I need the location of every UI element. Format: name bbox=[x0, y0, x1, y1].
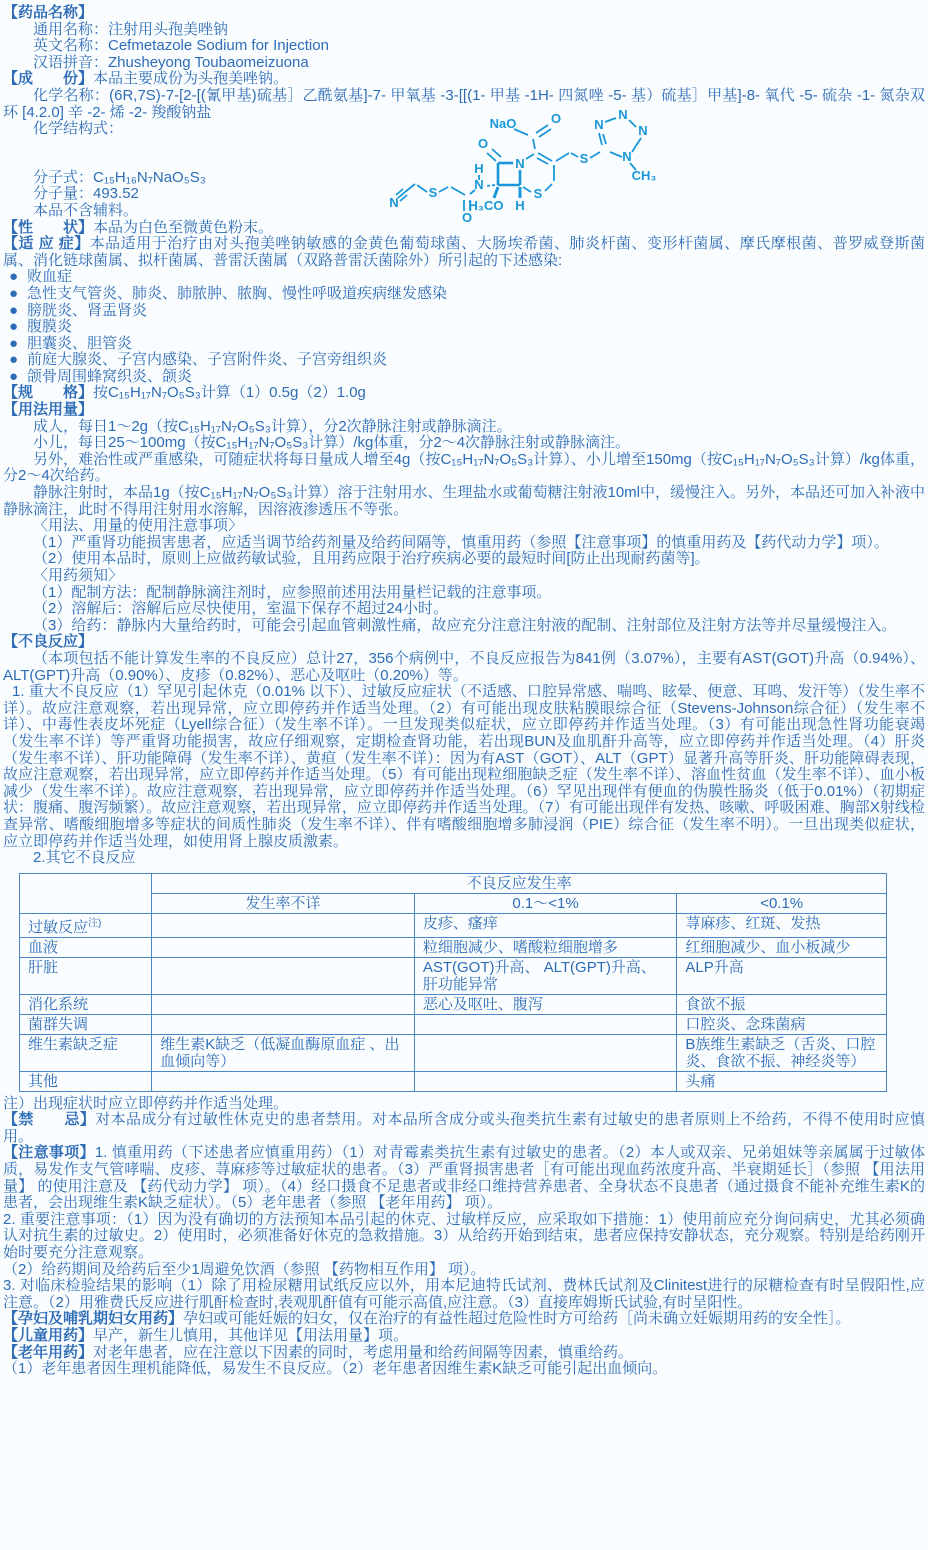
table-cell bbox=[152, 957, 415, 994]
section-precautions bbox=[3, 1145, 925, 1211]
table-row bbox=[20, 994, 887, 1014]
table-row bbox=[20, 1034, 887, 1071]
properties-text: 本品为白色至微黄色粉末。 bbox=[93, 218, 274, 236]
composition-intro: 本品主要成份为头孢美唑钠。 bbox=[93, 70, 289, 88]
chemical-structure-diagram bbox=[386, 107, 826, 235]
bullet-icon: ● bbox=[9, 318, 19, 336]
table-cell: AST(GOT)升高、 ALT(GPT)升高、肝功能异常 bbox=[414, 957, 677, 994]
row-category: 其他 bbox=[20, 1071, 152, 1091]
dosage-paragraph: （1）配制方法：配制静脉滴注剂时，应参照前述用法用量栏记载的注意事项。 bbox=[33, 583, 552, 601]
dosage-paragraph: 〈用药须知〉 bbox=[33, 567, 124, 584]
molecular-formula: 分子式：C₁₅H₁₆N₇NaO₅S₃ bbox=[33, 168, 206, 186]
section-header: 【药品名称】 bbox=[3, 4, 94, 21]
table-header-row bbox=[20, 873, 887, 893]
table-cell: 口腔炎、念珠菌病 bbox=[677, 1014, 887, 1034]
table-cell: ALP升高 bbox=[677, 957, 887, 994]
indication-item: ● 急性支气管炎、肺炎、肺脓肿、脓胸、慢性呼吸道疾病继发感染 bbox=[3, 286, 925, 303]
pediatric-text: 早产，新生儿慎用，其他详见【用法用量】项。 bbox=[93, 1327, 409, 1344]
row-category: 血液 bbox=[20, 937, 152, 957]
table-row bbox=[20, 957, 887, 994]
column-header: 发生率不详 bbox=[152, 893, 415, 913]
precautions-p4: 3. 对临床检验结果的影响（1）除了用检尿糖用试纸反应以外，用本尼迪特氏试剂、费林氏试剂及Clinitest进行的尿糖检查有时呈假阳性,应注意。（2）用雅费氏反应进行肌酐检查时,表观肌酐值有可能示高值,应注意。（3）直接库姆斯氏试验,有时呈阳性。 bbox=[3, 1277, 925, 1311]
precautions-p2: 2. 重要注意事项：（1）因为没有确切的方法预知本品引起的休克、过敏样反应，应采取如下措施：1）使用前应充分询问病史，尤其必须确认对抗生素的过敏史。2）使用时，必须准备好休克的急救措施。3）从给药开始到结束，患者应保持安静状态，充分观察。特别是给药刚开始时要充分注意观察。 bbox=[3, 1210, 925, 1262]
row-category: 维生素缺乏症 bbox=[20, 1034, 152, 1071]
section-contraindication bbox=[3, 1112, 925, 1145]
section-header: 【儿童用药】 bbox=[3, 1327, 94, 1344]
section-pregnancy bbox=[3, 1311, 925, 1328]
table-cell bbox=[152, 1014, 415, 1034]
table-cell: 维生素K缺乏（低凝血酶原血症 、出血倾向等） bbox=[152, 1034, 415, 1071]
table-row bbox=[20, 913, 887, 937]
chemical-structure-block bbox=[3, 107, 925, 226]
table-cell bbox=[414, 1071, 677, 1091]
dosage-paragraph: （2）使用本品时，原则上应做药敏试验，且用药应限于治疗疾病必要的最短时间[防止出现耐药菌等]。 bbox=[33, 550, 710, 568]
section-dosage-header bbox=[3, 402, 925, 419]
table-cell bbox=[152, 913, 415, 937]
geriatric-text: 对老年患者，应在注意以下因素的同时，考虑用量和给药间隔等因素，慎重给药。 bbox=[93, 1343, 634, 1361]
indication-item: ● 颌骨周围蜂窝织炎、颌炎 bbox=[3, 369, 925, 386]
atom-label: H bbox=[474, 161, 484, 177]
bullet-icon: ● bbox=[9, 284, 19, 302]
adverse-major-reactions: 1. 重大不良反应（1）罕见引起休克（0.01% 以下）、过敏反应症状（不适感、口腔异常感、喘鸣、眩晕、便意、耳鸣、发汗等）（发生率不详）。故应注意观察，若出现异常，应立即停药并作适当处理。（2）有可能出现皮肤粘膜眼综合征（Stevens-Johnson综合征）（发生率不详）、中毒性表皮坏死症（Lyell综合征）（发生率不详）。一旦发现类似症状，应立即停药并作适当处理。（3）有可能出现急性肾功能衰竭（发生率不详）等严重肾功能损害，故应仔细观察，定期检查肾功能，若出现BUN及血肌酐升高等，应立即停药并作适当处理。（4）肝炎（发生率不详）、肝功能障碍（发生率不详）、黄疸（发生率不详）：因为有AST（GOT）、ALT（GPT）显著升高等肝炎、肝功能障碍表现，故应注意观察，若出现异常，应立即停药并作适当处理。（5）有可能出现粒细胞缺乏症（发生率不详）、溶血性贫血（发生率不详）、血小板减少（发生率不详）。故应注意观察，若出现异常，应立即停药并作适当处理。（6）罕见出现伴有便血的伪膜性肠炎（低于0.01%）（初期症状：腹痛、腹泻频繁）。故应注意观察，若出现异常，应立即停药并作适当处理。（7）有可能出现伴有发热、咳嗽、呼吸困难、胸部X射线检查异常、嗜酸细胞增多等症状的间质性肺炎（发生率不详）、伴有嗜酸细胞增多肺浸润（PIE）综合征（发生率不明）。一旦出现类似症状，应立即停药并作适当处理，如使用肾上腺皮质激素。 bbox=[3, 683, 925, 850]
molecular-weight: 分子量：493.52 bbox=[33, 185, 139, 203]
excipient-line: 本品不含辅料。 bbox=[33, 201, 139, 219]
section-indications bbox=[3, 236, 925, 269]
geriatric-extra: （1）老年患者因生理机能降低，易发生不良反应。（2）老年患者因维生素K缺乏可能引起出血倾向。 bbox=[3, 1360, 668, 1378]
table-footnote: 注）出现症状时应立即停药并作适当处理。 bbox=[3, 1094, 289, 1112]
indication-item: ● 前庭大腺炎、子宫内感染、子宫附件炎、子宫旁组织炎 bbox=[3, 352, 925, 369]
adverse-summary: （本项包括不能计算发生率的不良反应）总计27，356个病例中，不良反应报告为841例（3.07%），主要有AST(GOT)升高（0.94%）、ALT(GPT)升高（0.90%）、皮疹（0.82%）、恶心及呕吐（0.20%）等。 bbox=[3, 649, 925, 684]
adverse-reaction-table bbox=[19, 873, 887, 1092]
english-name-line: 英文名称：Cefmetazole Sodium for Injection bbox=[33, 37, 329, 55]
atom-label: N bbox=[638, 123, 648, 139]
bullet-icon: ● bbox=[9, 268, 19, 286]
table-row bbox=[20, 1014, 887, 1034]
column-header: <0.1% bbox=[677, 893, 887, 913]
section-header: 【性 状】 bbox=[3, 218, 94, 236]
dosage-paragraph: （2）溶解后：溶解后应尽快使用，室温下保存不超过24小时。 bbox=[33, 600, 449, 618]
dosage-paragraph: 小儿，每日25～100mg（按C₁₅H₁₇N₇O₅S₃计算）/kg体重，分2～4次静脉注射或静脉滴注。 bbox=[33, 434, 631, 452]
row-category: 消化系统 bbox=[20, 994, 152, 1014]
atom-label: NaO bbox=[489, 116, 517, 132]
atom-label: S bbox=[533, 186, 543, 202]
row-category: 菌群失调 bbox=[20, 1014, 152, 1034]
atom-label: N bbox=[515, 156, 525, 172]
dosage-paragraph: 〈用法、用量的使用注意事项〉 bbox=[33, 517, 244, 535]
table-cell: 粒细胞减少、嗜酸粒细胞增多 bbox=[414, 937, 677, 957]
section-header: 【不良反应】 bbox=[3, 633, 94, 651]
section-pediatric bbox=[3, 1328, 925, 1345]
table-cell: 红细胞减少、血小板减少 bbox=[677, 937, 887, 957]
atom-label: N bbox=[389, 195, 399, 211]
section-header: 【禁 忌】 bbox=[3, 1111, 96, 1129]
indication-item: ● 胆囊炎、胆管炎 bbox=[3, 336, 925, 353]
indications-intro: 本品适用于治疗由对头孢美唑钠敏感的金黄色葡萄球菌、大肠埃希菌、肺炎杆菌、变形杆菌属、摩氏摩根菌、普罗威登斯菌属、消化链球菌属、拟杆菌属、普雷沃菌属（双路普雷沃菌除外）所引起的下述感染: bbox=[3, 235, 925, 269]
section-header: 【老年用药】 bbox=[3, 1343, 94, 1361]
pinyin-line: 汉语拼音：Zhusheyong Toubaomeizuona bbox=[33, 53, 309, 71]
section-geriatric bbox=[3, 1345, 925, 1362]
table-cell bbox=[414, 1014, 677, 1034]
section-header: 【注意事项】 bbox=[3, 1144, 95, 1162]
bullet-icon: ● bbox=[9, 351, 19, 369]
row-category: 肝脏 bbox=[20, 957, 152, 994]
section-spec bbox=[3, 385, 925, 402]
atom-label: CH₃ bbox=[631, 168, 657, 184]
atom-label: S bbox=[428, 185, 438, 201]
atom-label: O bbox=[550, 111, 562, 127]
table-cell: 恶心及呕吐、腹泻 bbox=[414, 994, 677, 1014]
generic-name-line: 通用名称：注射用头孢美唑钠 bbox=[33, 20, 229, 38]
structure-label: 化学结构式： bbox=[33, 120, 124, 138]
section-header: 【孕妇及哺乳期妇女用药】 bbox=[3, 1310, 184, 1328]
table-cell: 头痛 bbox=[677, 1071, 887, 1091]
table-cell: 食欲不振 bbox=[677, 994, 887, 1014]
dosage-paragraph: （1）严重肾功能损害患者，应适当调节给药剂量及给药间隔等，慎重用药（参照【注意事项】的慎重用药及【药代动力学】项）。 bbox=[33, 533, 889, 551]
precautions-p1: 1. 慎重用药（下述患者应慎重用药）（1）对青霉素类抗生素有过敏史的患者。（2）本人或双亲、兄弟姐妹等亲属属于过敏体质，易发作支气管哮喘、皮疹、荨麻疹等过敏症状的患者。（3）严重肾损害患者［有可能出现血药浓度升高、半衰期延长］（参照 【用法用量】 的使用注意及 【药代动力学】 项）。（4）经口摄食不足患者或非经口维持营养患者、全身状态不良患者（通过摄食不能补充维生素K的患者，会出现维生素K缺乏症状）。（5）老年患者（参照 【老年用药】 项）。 bbox=[3, 1144, 925, 1212]
section-header: 【适 应 症】 bbox=[3, 235, 90, 253]
dosage-paragraph: （3）给药：静脉内大量给药时，可能会引起血管刺激性痛，故应充分注意注射液的配制、注射部位及注射方法等并尽量缓慢注入。 bbox=[33, 616, 897, 634]
table-row bbox=[20, 1071, 887, 1091]
table-corner-cell bbox=[20, 873, 152, 913]
dosage-paragraph: 静脉注射时，本品1g（按C₁₅H₁₇N₇O₅S₃计算）溶于注射用水、生理盐水或葡萄糖注射液10ml中，缓慢注入。另外，本品还可加入补液中静脉滴注，此时不得用注射用水溶解，因溶液渗透压不等张。 bbox=[3, 484, 925, 518]
table-cell bbox=[152, 994, 415, 1014]
section-adverse-header bbox=[3, 634, 925, 651]
table-cell bbox=[152, 1071, 415, 1091]
table-cell: 荨麻疹、红斑、发热 bbox=[677, 913, 887, 937]
section-header: 【成 份】 bbox=[3, 70, 94, 88]
adverse-other-label: 2.其它不良反应 bbox=[33, 849, 136, 867]
atom-label: N bbox=[622, 149, 632, 165]
atom-label: H bbox=[515, 198, 525, 214]
table-cell: 皮疹、瘙痒 bbox=[414, 913, 677, 937]
bullet-icon: ● bbox=[9, 301, 19, 319]
pregnancy-text: 孕妇或可能妊娠的妇女，仅在治疗的有益性超过危险性时方可给药［尚未确立妊娠期用药的安全性］。 bbox=[183, 1310, 851, 1328]
precautions-p3: （2）给药期间及给药后至少1周避免饮酒（参照 【药物相互作用】 项）。 bbox=[3, 1260, 486, 1278]
indication-item: ● 膀胱炎、肾盂肾炎 bbox=[3, 303, 925, 320]
contraindication-text: 对本品成分有过敏性休克史的患者禁用。对本品所含成分或头孢类抗生素有过敏史的患者原则上不给药，不得不使用时应慎用。 bbox=[3, 1111, 925, 1145]
spec-text: 按C₁₅H₁₇N₇O₅S₃计算（1）0.5g（2）1.0g bbox=[93, 384, 366, 402]
section-drug-name-header bbox=[3, 5, 925, 22]
atom-label: H₃CO bbox=[468, 198, 504, 214]
table-cell bbox=[152, 937, 415, 957]
dosage-paragraph: 成人，每日1～2g（按C₁₅H₁₇N₇O₅S₃计算），分2次静脉注射或静脉滴注。 bbox=[33, 417, 512, 435]
row-category: 过敏反应$^{注)}$ bbox=[20, 913, 152, 937]
atom-label: N bbox=[594, 117, 604, 133]
atom-label: O bbox=[461, 210, 473, 226]
bullet-icon: ● bbox=[9, 367, 19, 385]
bullet-icon: ● bbox=[9, 334, 19, 352]
atom-label: O bbox=[477, 136, 489, 152]
section-composition bbox=[3, 71, 925, 88]
footnote-marker: 注) bbox=[88, 917, 102, 929]
atom-label: N bbox=[618, 107, 628, 123]
section-header: 【规 格】 bbox=[3, 384, 94, 402]
column-header: 0.1～<1% bbox=[414, 893, 677, 913]
indication-item: ● 败血症 bbox=[3, 269, 925, 286]
indication-item: ● 腹膜炎 bbox=[3, 319, 925, 336]
atom-label: N bbox=[474, 177, 484, 193]
table-span-header: 不良反应发生率 bbox=[152, 873, 887, 893]
chemical-name: 化学名称：(6R,7S)-7-[2-[(氰甲基)硫基］乙酰氨基]-7- 甲氧基 -3-[[(1- 甲基 -1H- 四氮唑 -5- 基）硫基］甲基]-8- 氧代 -5- 硫杂 -1- 氮杂双环 [4.2.0] 辛 -2- 烯 -2- 羧酸钠盐 bbox=[3, 86, 925, 121]
table-cell: B族维生素缺乏（舌炎、口腔炎、食欲不振、神经炎等） bbox=[677, 1034, 887, 1071]
table-cell bbox=[414, 1034, 677, 1071]
dosage-paragraph: 另外，难治性或严重感染，可随症状将每日量成人增至4g（按C₁₅H₁₇N₇O₅S₃计算）、小儿增至150mg（按C₁₅H₁₇N₇O₅S₃计算）/kg体重，分2～4次给药。 bbox=[3, 450, 925, 485]
section-header: 【用法用量】 bbox=[3, 401, 94, 419]
table-row bbox=[20, 937, 887, 957]
atom-label: S bbox=[579, 151, 589, 167]
